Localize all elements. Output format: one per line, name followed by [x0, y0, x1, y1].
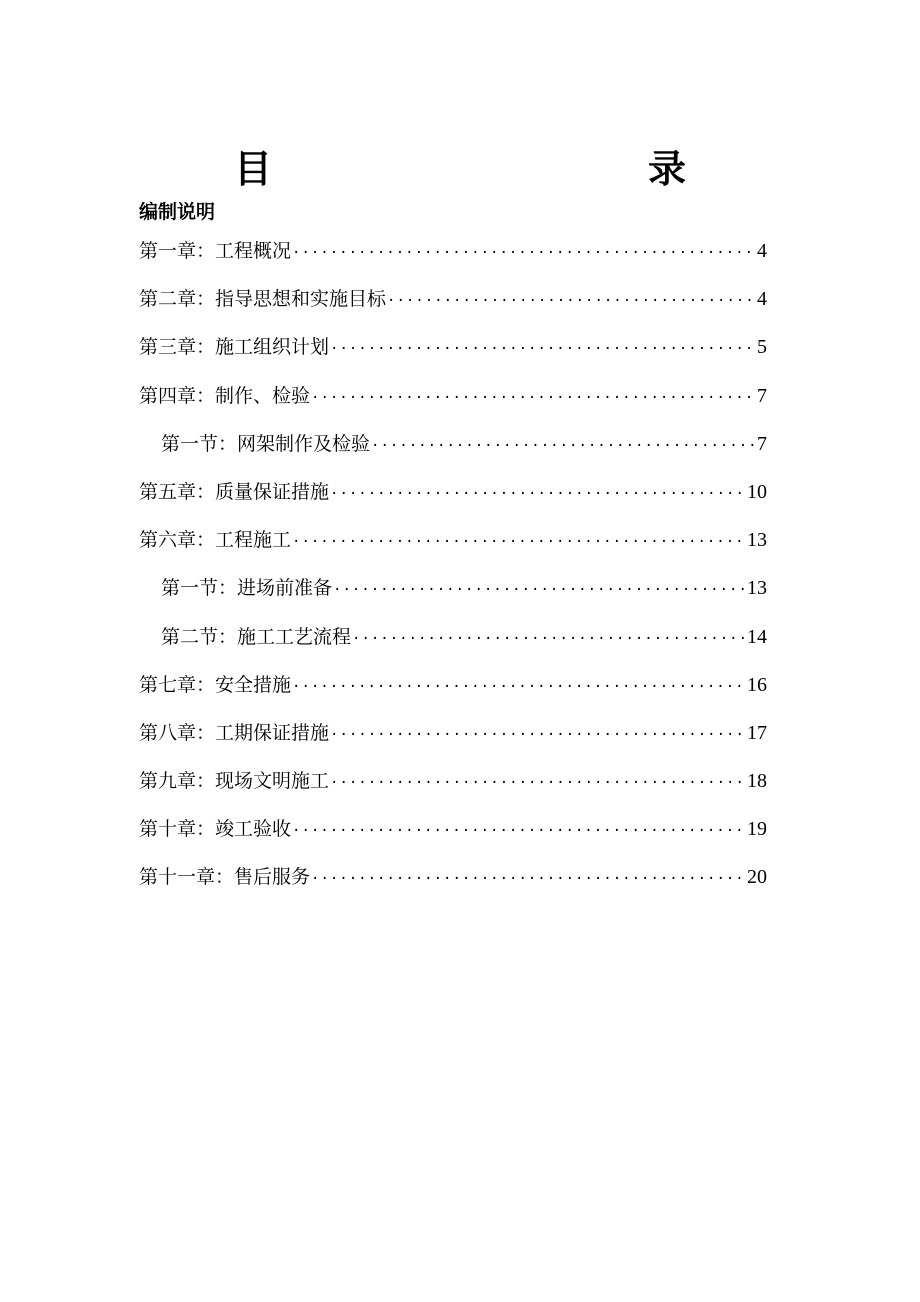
- dot-leader: [370, 429, 757, 463]
- toc-entry-page: 13: [747, 577, 767, 600]
- toc-entry[interactable]: [139, 812, 767, 860]
- toc-entry-label: 第三章：施工组织计划: [139, 336, 330, 359]
- dot-leader: [351, 622, 747, 656]
- toc-entry[interactable]: [139, 282, 767, 330]
- toc-entry-page: 5: [757, 336, 767, 359]
- toc-entry-label: 第十章：竣工验收: [139, 818, 292, 841]
- dot-leader: [329, 718, 747, 752]
- toc-entry-page: 7: [757, 384, 767, 407]
- toc-entry-label: 第十一章：售后服务: [139, 866, 311, 889]
- toc-entry-page: 16: [747, 673, 767, 696]
- toc-entry-label: 第一节：网架制作及检验: [161, 432, 371, 455]
- toc-entry-page: 10: [747, 480, 767, 503]
- dot-leader: [329, 766, 747, 800]
- toc-entry-label: 第五章：质量保证措施: [139, 480, 330, 503]
- toc-entry-label: 第八章：工期保证措施: [139, 721, 330, 744]
- page-title: 目 录: [233, 147, 786, 191]
- toc-entry-page: 18: [747, 770, 767, 793]
- dot-leader: [291, 670, 747, 704]
- toc-entry[interactable]: [139, 523, 767, 571]
- table-of-contents: [139, 234, 767, 909]
- toc-subentry[interactable]: [139, 620, 767, 668]
- section-heading: 编制说明: [139, 201, 216, 223]
- toc-entry-label: 第一章：工程概况: [139, 240, 292, 262]
- toc-entry-page: 4: [757, 288, 767, 311]
- dot-leader: [329, 332, 757, 366]
- toc-entry-page: 13: [747, 529, 767, 552]
- toc-entry[interactable]: [139, 716, 767, 764]
- toc-entry-page: 4: [757, 240, 767, 262]
- toc-entry-label: 第七章：安全措施: [139, 673, 292, 696]
- dot-leader: [310, 381, 757, 415]
- dot-leader: [310, 862, 747, 896]
- toc-entry-label: 第二章：指导思想和实施目标: [139, 288, 387, 311]
- dot-leader: [329, 477, 747, 511]
- dot-leader: [291, 236, 757, 270]
- toc-entry-page: 19: [747, 818, 767, 841]
- dot-leader: [332, 573, 747, 607]
- toc-entry-page: 20: [747, 866, 767, 889]
- toc-entry[interactable]: [139, 234, 767, 282]
- toc-entry[interactable]: [139, 668, 767, 716]
- toc-entry-page: 7: [757, 432, 767, 455]
- toc-entry[interactable]: [139, 475, 767, 523]
- toc-entry-label: 第二节：施工工艺流程: [161, 625, 352, 648]
- toc-entry-label: 第一节：进场前准备: [161, 577, 333, 600]
- toc-entry[interactable]: [139, 330, 767, 378]
- toc-entry-page: 14: [747, 625, 767, 648]
- toc-entry-label: 第四章：制作、检验: [139, 384, 311, 407]
- dot-leader: [386, 284, 757, 318]
- toc-entry-label: 第九章：现场文明施工: [139, 770, 330, 793]
- toc-entry[interactable]: [139, 764, 767, 812]
- toc-entry-label: 第六章：工程施工: [139, 529, 292, 552]
- toc-entry[interactable]: [139, 379, 767, 427]
- toc-entry-page: 17: [747, 721, 767, 744]
- toc-subentry[interactable]: [139, 571, 767, 619]
- dot-leader: [291, 525, 747, 559]
- toc-subentry[interactable]: [139, 427, 767, 475]
- toc-entry[interactable]: [139, 860, 767, 908]
- dot-leader: [291, 814, 747, 848]
